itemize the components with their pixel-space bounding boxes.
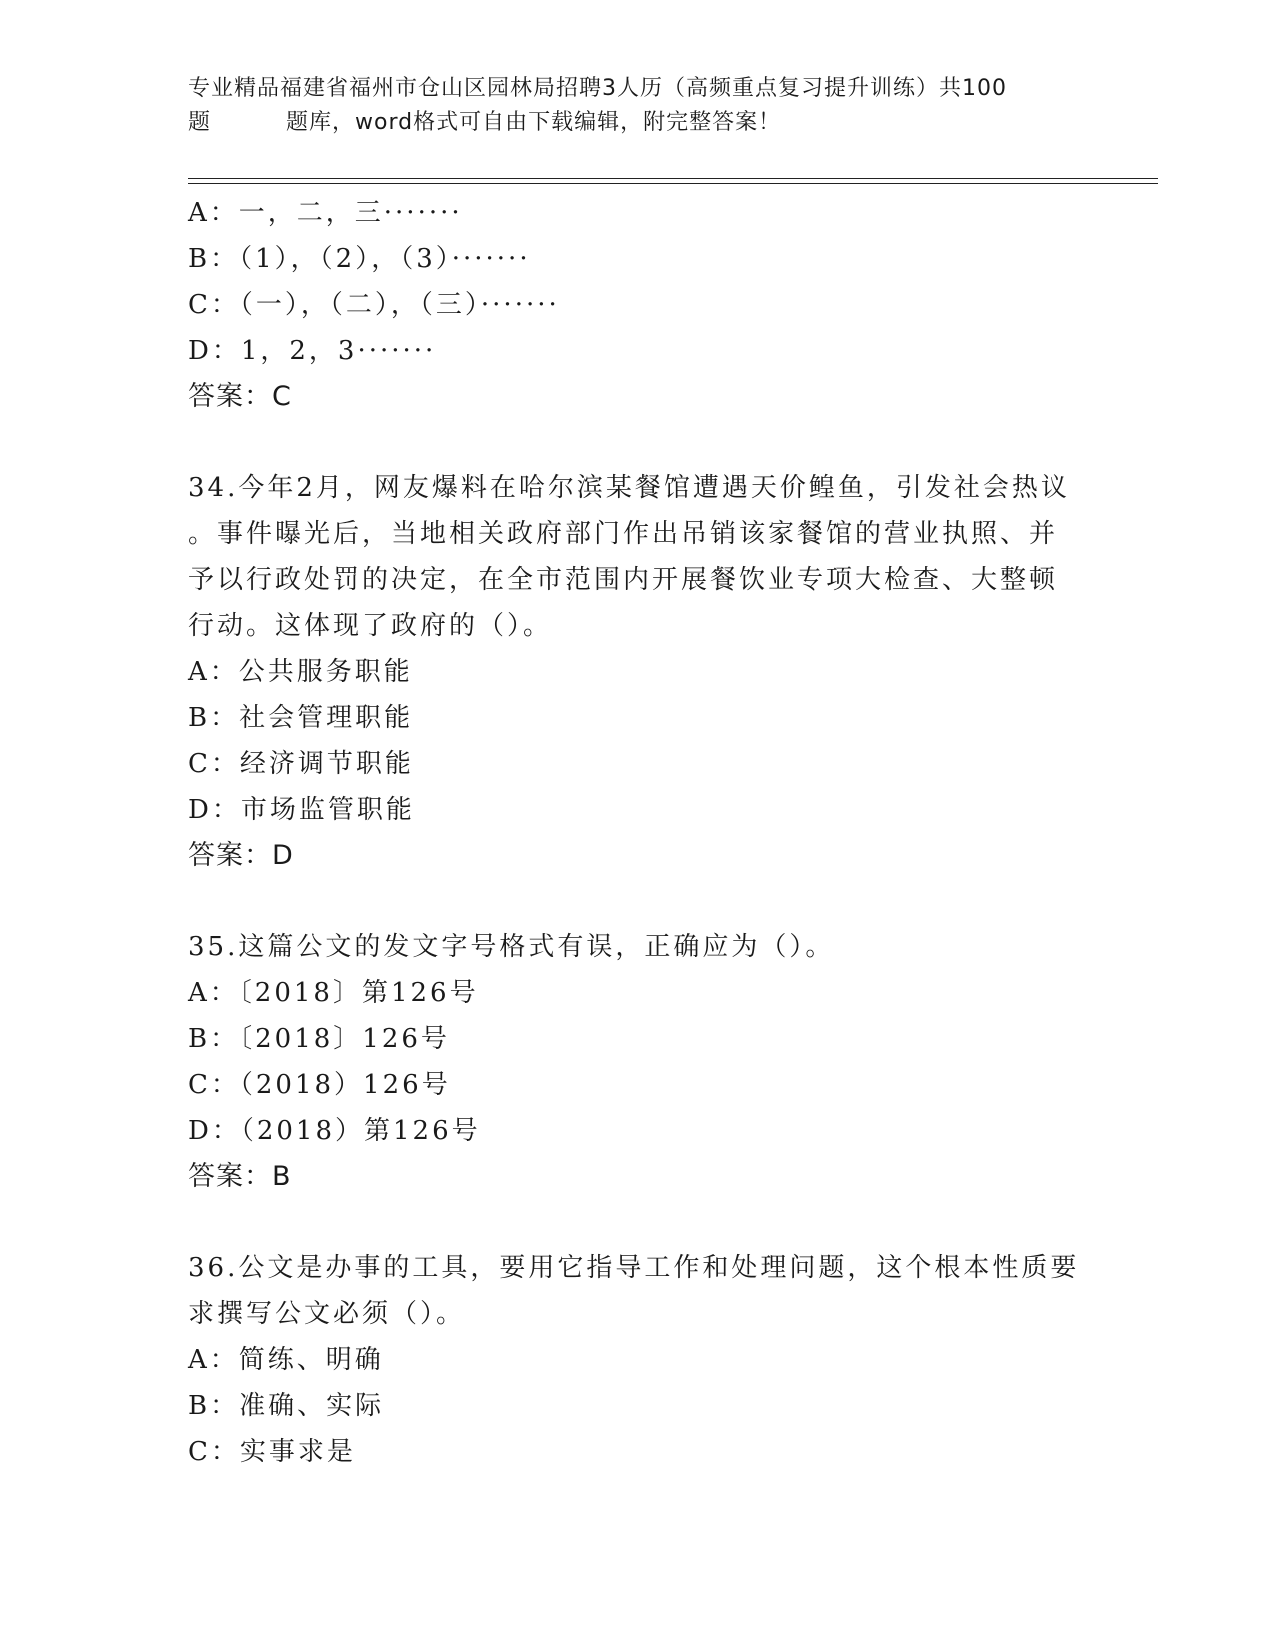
option-c: C：实事求是: [188, 1437, 356, 1467]
answer: 答案：C: [188, 381, 292, 412]
header-title-line-2: [188, 106, 1088, 140]
option-b: B：准确、实际: [188, 1391, 385, 1421]
option-a: A：一，二，三·······: [188, 198, 463, 228]
option-b: B：（1），（2），（3）·······: [188, 244, 531, 274]
option-d: D：1，2，3·······: [188, 336, 437, 366]
option-a: A：公共服务职能: [188, 657, 413, 687]
question-stem-line: 求撰写公文必须（）。: [188, 1299, 466, 1329]
question-stem-line: 34.今年2月，网友爆料在哈尔滨某餐馆遭遇天价鳇鱼，引发社会热议: [188, 473, 1070, 503]
option-c: C：经济调节职能: [188, 749, 414, 779]
header-title-fragment: 题库，word格式可自由下载编辑，附完整答案！: [286, 110, 782, 135]
question-35: [188, 924, 1088, 1200]
option-a: A：〔2018〕第126号: [188, 978, 479, 1008]
question-stem-line: 36.公文是办事的工具，要用它指导工作和处理问题，这个根本性质要: [188, 1253, 1080, 1283]
question-36: [188, 1245, 1088, 1475]
option-b: B：社会管理职能: [188, 703, 414, 733]
header-divider: [188, 178, 1158, 179]
question-stem-line: 予以行政处罚的决定，在全市范围内开展餐饮业专项大检查、大整顿: [188, 565, 1059, 595]
header-divider: [188, 183, 1158, 184]
answer: 答案：D: [188, 840, 294, 871]
option-d: D：市场监管职能: [188, 795, 415, 825]
option-a: A：简练、明确: [188, 1345, 384, 1375]
question-stem-line: 35.这篇公文的发文字号格式有误，正确应为（）。: [188, 932, 835, 962]
option-d: D：（2018）第126号: [188, 1116, 481, 1146]
option-c: C：（一），（二），（三）·······: [188, 290, 560, 320]
option-b: B：〔2018〕126号: [188, 1024, 450, 1054]
header-title-line-1: 专业精品福建省福州市仓山区园林局招聘3人历（高频重点复习提升训练）共100: [188, 76, 1007, 101]
question-34: [188, 465, 1088, 879]
document-header: [188, 72, 1088, 140]
question-stem-line: 。事件曝光后，当地相关政府部门作出吊销该家餐馆的营业执照、并: [188, 519, 1059, 549]
question-33-tail: [188, 190, 1088, 420]
question-list: [188, 190, 1088, 1475]
header-title-fragment: 题: [188, 110, 212, 135]
answer: 答案：B: [188, 1161, 292, 1192]
question-stem-line: 行动。这体现了政府的（）。: [188, 611, 553, 641]
option-c: C：（2018）126号: [188, 1070, 451, 1100]
